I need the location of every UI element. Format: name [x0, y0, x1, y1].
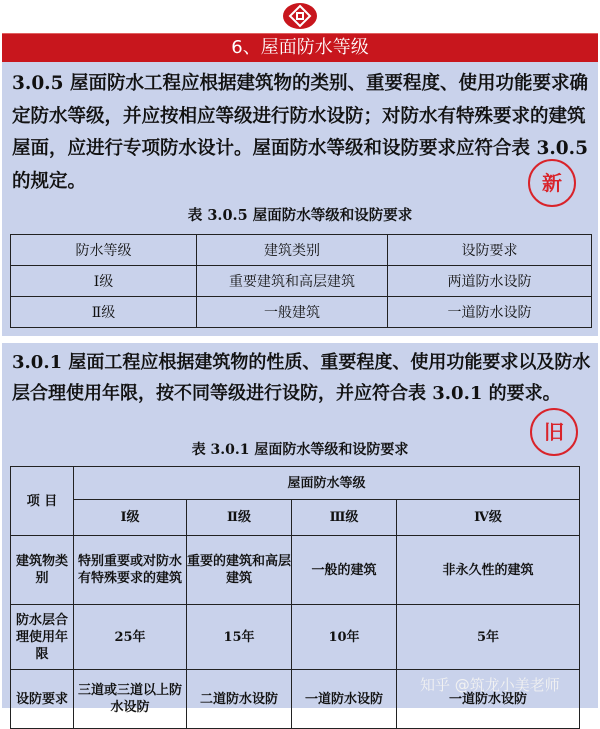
- level-cell: Ⅰ级: [74, 500, 187, 536]
- corner-cell: 项 目: [11, 467, 74, 536]
- table-cell: 重要的建筑和高层建筑: [187, 536, 292, 605]
- old-clause-text: 3.0.1 屋面工程应根据建筑物的性质、重要程度、使用功能要求以及防水层合理使用年限，按不同等级进行设防，并应符合表 3.0.1 的要求。: [12, 352, 591, 404]
- new-stamp: 新: [528, 159, 576, 207]
- table-cell: Ⅱ级: [11, 297, 197, 328]
- table-row: [11, 605, 580, 670]
- old-standard-panel: [2, 343, 598, 715]
- table-row: [11, 266, 592, 297]
- header-cell: 建筑类别: [197, 235, 388, 266]
- watermark: 知乎 @筑龙小美老师: [420, 676, 560, 694]
- table-cell: Ⅰ级: [11, 266, 197, 297]
- header-cell: 设防要求: [388, 235, 592, 266]
- old-table-title: 表 3.0.1 屋面防水等级和设防要求: [191, 442, 409, 458]
- table-cell: 一道防水设防: [397, 670, 580, 729]
- table-row: [11, 536, 580, 605]
- table-cell: 一般建筑: [197, 297, 388, 328]
- header-cell: 防水等级: [11, 235, 197, 266]
- row-label: 建筑物类别: [11, 536, 74, 605]
- level-cell: Ⅱ级: [187, 500, 292, 536]
- new-table: [10, 234, 592, 328]
- group-header-cell: 屋面防水等级: [74, 467, 580, 500]
- table-row: [11, 297, 592, 328]
- logo-icon: [282, 2, 318, 30]
- old-stamp: 旧: [530, 408, 578, 456]
- table-header-row: [11, 500, 580, 536]
- section-banner: 6、屋面防水等级: [2, 33, 598, 62]
- table-cell: 一道防水设防: [388, 297, 592, 328]
- table-cell: 15年: [187, 605, 292, 670]
- table-cell: 特别重要或对防水有特殊要求的建筑: [74, 536, 187, 605]
- table-cell: 两道防水设防: [388, 266, 592, 297]
- table-cell: 重要建筑和高层建筑: [197, 266, 388, 297]
- table-cell: 25年: [74, 605, 187, 670]
- new-standard-panel: [2, 62, 598, 336]
- new-clause-text: 3.0.5 屋面防水工程应根据建筑物的类别、重要程度、使用功能要求确定防水等级，并应按相应等级进行防水设防；对防水有特殊要求的建筑屋面，应进行专项防水设计。屋面防水等级和设防要求应符合表 3.0.5 的规定。: [12, 73, 588, 192]
- level-cell: Ⅳ级: [397, 500, 580, 536]
- table-cell: 5年: [397, 605, 580, 670]
- table-header-row: [11, 235, 592, 266]
- new-table-title: 表 3.0.5 屋面防水等级和设防要求: [187, 207, 413, 224]
- table-cell: 三道或三道以上防水设防: [74, 670, 187, 729]
- table-cell: 非永久性的建筑: [397, 536, 580, 605]
- table-cell: 10年: [292, 605, 397, 670]
- table-cell: 一道防水设防: [292, 670, 397, 729]
- table-header-row: [11, 467, 580, 500]
- table-cell: 二道防水设防: [187, 670, 292, 729]
- level-cell: Ⅲ级: [292, 500, 397, 536]
- row-label: 设防要求: [11, 670, 74, 729]
- table-cell: 一般的建筑: [292, 536, 397, 605]
- row-label: 防水层合理使用年限: [11, 605, 74, 670]
